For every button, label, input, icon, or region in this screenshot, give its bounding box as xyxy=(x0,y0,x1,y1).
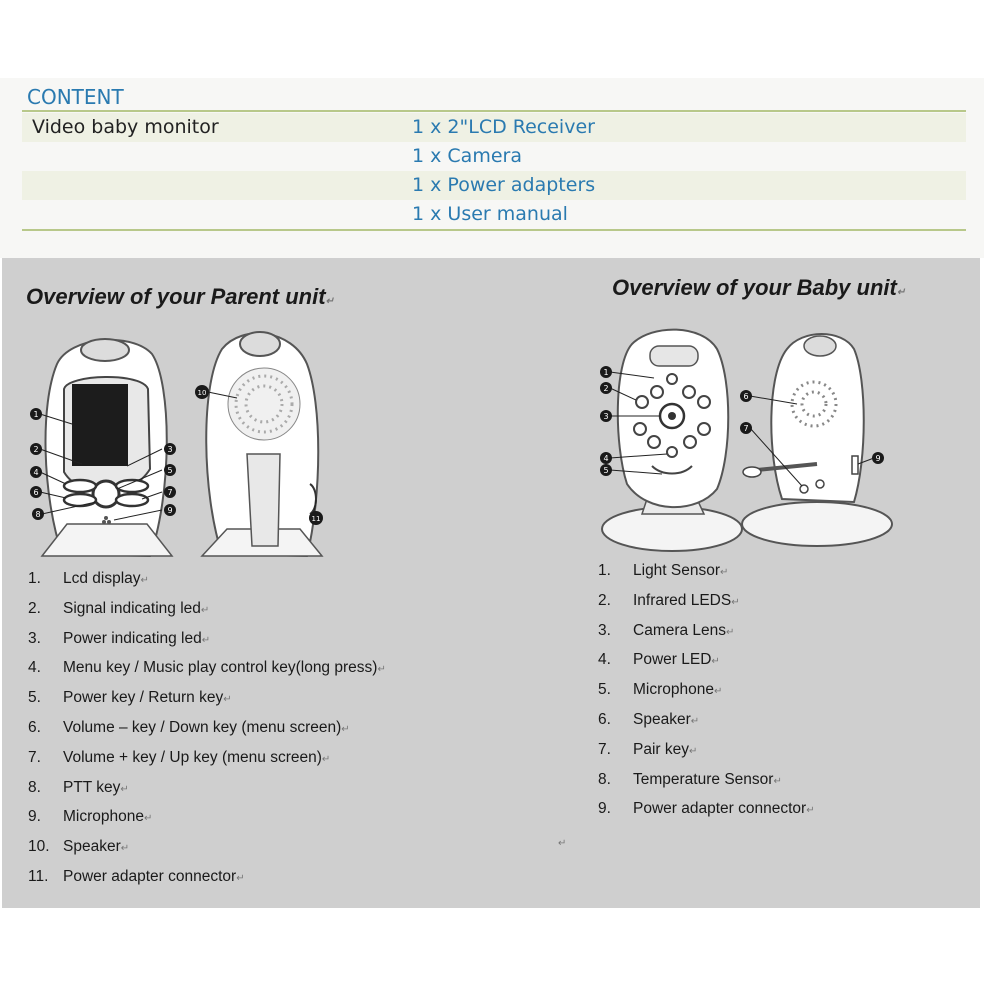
callout-6: 6 xyxy=(743,392,749,401)
list-item xyxy=(28,570,548,600)
item-text: Menu key / Music play control key(long press) xyxy=(63,659,378,677)
list-item xyxy=(598,800,958,830)
paragraph-mark: ↵ xyxy=(236,872,245,884)
item-number: 6. xyxy=(598,710,611,728)
item-number: 10. xyxy=(28,838,50,856)
paragraph-mark: ↵ xyxy=(711,656,720,668)
item-number: 9. xyxy=(598,800,611,818)
item-number: 2. xyxy=(598,591,611,609)
item-number: 5. xyxy=(598,681,611,699)
overview-panel xyxy=(2,258,980,908)
list-item xyxy=(28,779,548,809)
paragraph-mark: ↵ xyxy=(144,813,153,825)
paragraph-mark: ↵ xyxy=(896,287,906,298)
parent-heading-text: Overview of your Parent unit xyxy=(26,284,326,309)
callout-7: 7 xyxy=(743,424,749,433)
item-text: Microphone xyxy=(63,808,144,826)
parent-back-body xyxy=(202,332,322,556)
paragraph-mark: ↵ xyxy=(200,604,210,616)
list-item xyxy=(598,681,958,711)
item-text: Camera Lens xyxy=(633,621,727,639)
parent-front-body xyxy=(42,339,172,556)
parent-unit-heading xyxy=(26,284,334,310)
baby-heading-text: Overview of your Baby unit xyxy=(612,275,897,300)
baby-front-body xyxy=(602,330,742,551)
paragraph-mark: ↵ xyxy=(806,805,815,817)
item-number: 4. xyxy=(28,659,41,677)
list-item xyxy=(28,659,548,689)
paragraph-mark: ↵ xyxy=(714,686,723,698)
item-number: 3. xyxy=(28,629,41,647)
item-text: Temperature Sensor xyxy=(633,770,774,788)
item-number: 6. xyxy=(28,718,41,736)
callout-5: 5 xyxy=(603,466,609,475)
item-text: Power indicating led xyxy=(63,629,202,647)
item-number: 7. xyxy=(598,740,611,758)
list-item xyxy=(28,600,548,630)
list-item xyxy=(28,689,548,719)
item-text: Power adapter connector xyxy=(63,867,237,885)
item-number: 3. xyxy=(598,621,611,639)
callout-1: 1 xyxy=(33,410,39,419)
baby-unit-list xyxy=(598,562,958,830)
item-number: 9. xyxy=(28,808,41,826)
callout-2: 2 xyxy=(33,445,39,454)
list-item xyxy=(598,622,958,652)
content-bottom-rule xyxy=(22,229,966,231)
list-item xyxy=(28,838,548,868)
list-item xyxy=(598,651,958,681)
item-text: Speaker xyxy=(633,710,691,728)
item-text: Speaker xyxy=(63,838,121,856)
content-top-rule xyxy=(22,110,966,112)
item-text: Infrared LEDS xyxy=(633,591,732,609)
paragraph-mark: ↵ xyxy=(558,838,567,849)
item-text: Light Sensor xyxy=(633,562,721,579)
parent-unit-illustration xyxy=(22,324,342,564)
row-value: 1 x User manual xyxy=(412,203,568,225)
list-item xyxy=(28,719,548,749)
paragraph-mark: ↵ xyxy=(325,296,334,307)
paragraph-mark: ↵ xyxy=(731,596,740,608)
item-number: 1. xyxy=(28,570,41,587)
list-item xyxy=(598,562,958,592)
item-number: 1. xyxy=(598,562,611,579)
paragraph-mark: ↵ xyxy=(341,723,350,735)
list-item xyxy=(28,808,548,838)
row-value: 1 x Power adapters xyxy=(412,174,596,196)
paragraph-mark: ↵ xyxy=(377,664,386,676)
callout-10: 10 xyxy=(197,389,207,397)
list-item xyxy=(598,771,958,801)
paragraph-mark: ↵ xyxy=(223,694,232,706)
paragraph-mark: ↵ xyxy=(201,634,211,646)
baby-back-body xyxy=(742,334,892,546)
item-text: Lcd display xyxy=(63,570,141,587)
callout-7: 7 xyxy=(167,488,173,497)
item-text: Power key / Return key xyxy=(63,689,224,707)
callout-2: 2 xyxy=(603,384,609,393)
callout-6: 6 xyxy=(33,488,39,497)
paragraph-mark: ↵ xyxy=(120,843,130,855)
callout-9: 9 xyxy=(875,454,881,463)
parent-unit-list xyxy=(28,570,548,898)
list-item xyxy=(28,868,548,898)
paragraph-mark: ↵ xyxy=(726,626,735,638)
list-item xyxy=(28,749,548,779)
lcd-screen xyxy=(72,384,128,466)
item-text: Volume – key / Down key (menu screen) xyxy=(63,718,342,736)
callout-1: 1 xyxy=(603,368,609,377)
content-row xyxy=(22,171,966,200)
list-item xyxy=(598,592,958,622)
callout-9: 9 xyxy=(167,506,173,515)
item-number: 5. xyxy=(28,689,41,707)
content-row xyxy=(22,113,966,142)
row-value: 1 x 2"LCD Receiver xyxy=(412,116,595,138)
content-row xyxy=(22,142,966,171)
list-item xyxy=(28,630,548,660)
paragraph-mark: ↵ xyxy=(689,745,698,757)
callout-4: 4 xyxy=(603,454,609,463)
paragraph-mark: ↵ xyxy=(321,753,331,765)
callout-3: 3 xyxy=(603,412,609,421)
item-number: 2. xyxy=(28,599,41,617)
item-number: 4. xyxy=(598,651,611,669)
item-number: 8. xyxy=(28,778,41,796)
item-text: Power LED xyxy=(633,651,712,669)
item-number: 11. xyxy=(28,867,49,885)
content-row xyxy=(22,200,966,229)
content-title: CONTENT xyxy=(27,85,124,109)
row-value: 1 x Camera xyxy=(412,145,522,167)
item-text: Signal indicating led xyxy=(63,599,201,617)
item-text: Microphone xyxy=(633,681,714,699)
paragraph-mark: ↵ xyxy=(720,567,729,578)
list-item xyxy=(598,741,958,771)
callout-4: 4 xyxy=(33,468,39,477)
baby-unit-illustration xyxy=(592,324,902,554)
item-number: 7. xyxy=(28,748,41,766)
callout-5: 5 xyxy=(167,466,173,475)
paragraph-mark: ↵ xyxy=(690,715,700,727)
item-text: PTT key xyxy=(63,778,121,796)
paragraph-mark: ↵ xyxy=(773,775,782,787)
baby-unit-heading xyxy=(612,275,905,301)
row-label: Video baby monitor xyxy=(32,116,219,138)
item-number: 8. xyxy=(598,770,611,788)
paragraph-mark: ↵ xyxy=(140,575,149,586)
item-text: Volume + key / Up key (menu screen) xyxy=(63,748,322,766)
callout-11: 11 xyxy=(311,515,321,523)
list-item xyxy=(598,711,958,741)
callout-8: 8 xyxy=(35,510,41,519)
paragraph-mark: ↵ xyxy=(120,783,129,795)
top-margin xyxy=(0,0,984,78)
callout-3: 3 xyxy=(167,445,173,454)
item-text: Pair key xyxy=(633,740,689,758)
item-text: Power adapter connector xyxy=(633,800,807,818)
